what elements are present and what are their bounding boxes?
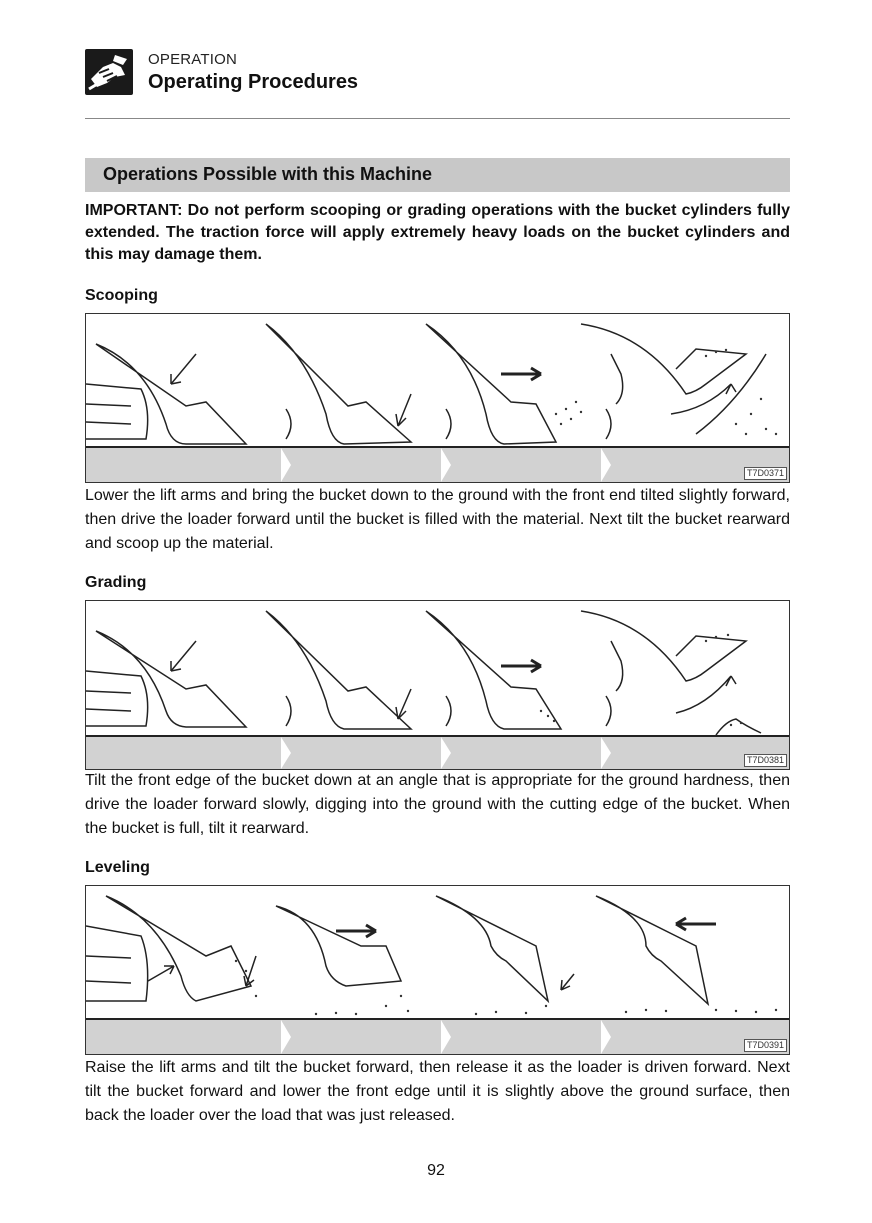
scooping-description: Lower the lift arms and bring the bucket down to the ground with the front end tilted slightly forward, then drive the loader forward until the bucket is filled with the material. Next tilt the bucket rearward and scoop up the material. [85, 487, 790, 552]
banner-title: Operations Possible with this Machine [103, 164, 433, 184]
figure-code: T7D0391 [744, 1039, 787, 1052]
scooping-figure [85, 313, 790, 483]
page-number: 92 [427, 1162, 445, 1179]
grading-figure [85, 600, 790, 770]
leveling-figure [85, 885, 790, 1055]
page-header [85, 47, 790, 99]
page-title: Operating Procedures [148, 71, 359, 93]
section-label: OPERATION [148, 51, 238, 68]
grading-description: Tilt the front edge of the bucket down at an angle that is appropriate for the ground hardness, then drive the loader forward slowly, digging into the ground with the cutting edge of the bucket. When the bucket is full, tilt it rearward. [85, 772, 790, 837]
scooping-heading: Scooping [85, 287, 158, 304]
figure-code: T7D0371 [744, 467, 787, 480]
figure-code: T7D0381 [744, 754, 787, 767]
header-divider [85, 118, 790, 119]
important-note: IMPORTANT: Do not perform scooping or grading operations with the bucket cylinders fully extended. The traction force will apply extremely heavy loads on the bucket cylinders and this may damage them. [85, 202, 790, 263]
leveling-description: Raise the lift arms and tilt the bucket forward, then release it as the loader is driven forward. Next tilt the bucket forward and lower the front edge until it is slightly above the ground surface, then back the loader over the load that was just released. [85, 1059, 790, 1124]
operation-hand-icon [85, 49, 133, 95]
grading-heading: Grading [85, 574, 147, 591]
section-banner [85, 158, 790, 192]
leveling-heading: Leveling [85, 859, 150, 876]
